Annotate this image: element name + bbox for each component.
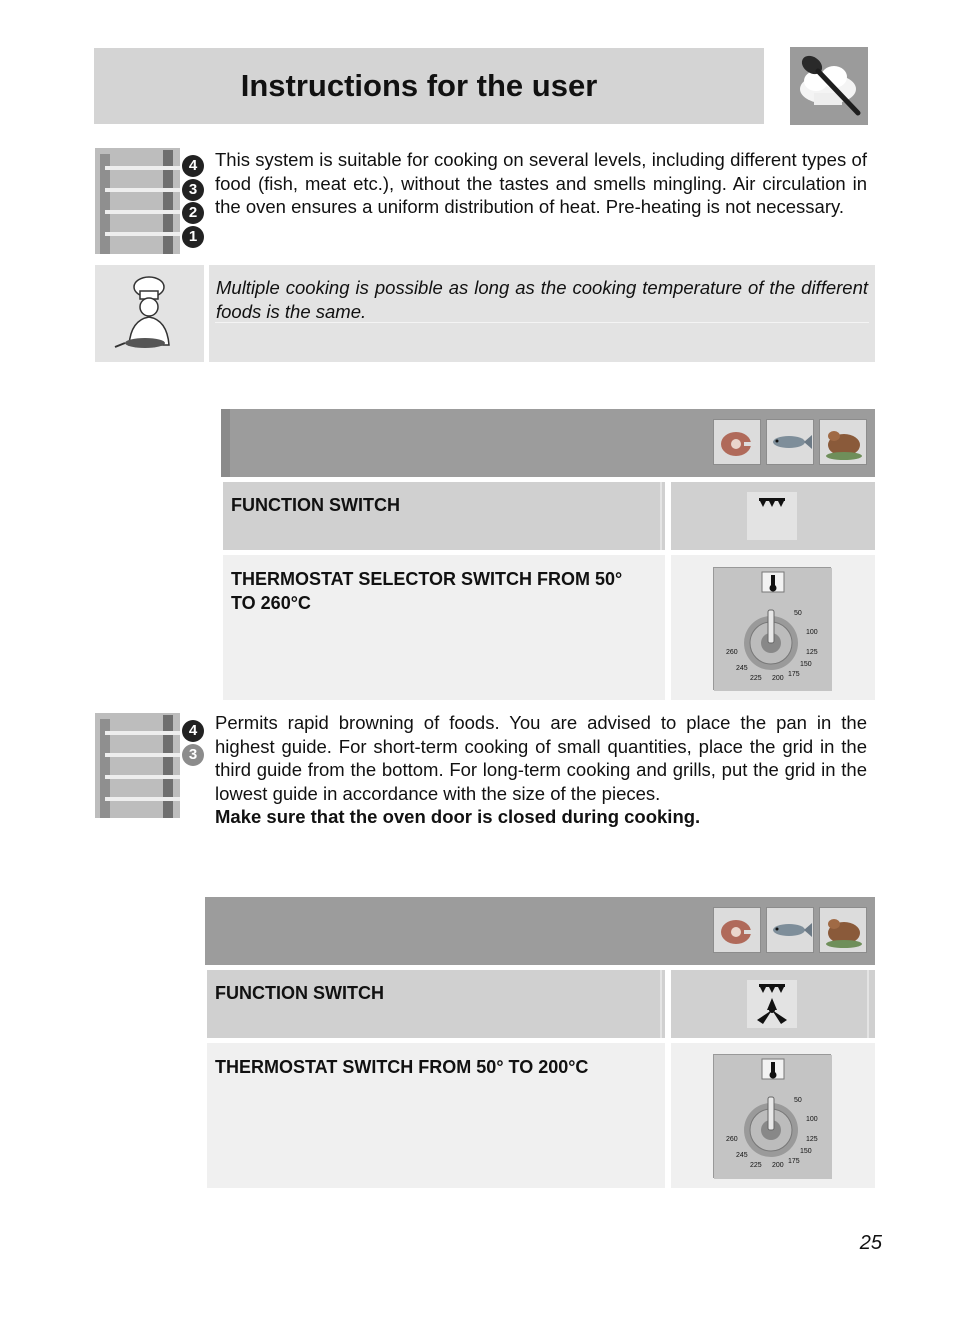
rack-level-labels [182,155,206,248]
thermostat-dial-cell [671,1043,875,1188]
thermostat-dial-cell [671,555,875,700]
dial-mark: 125 [806,649,818,656]
rack-level-labels [182,720,206,766]
rack-level-badge: 4 [182,155,204,177]
note-divider [215,322,869,323]
dial-mark: 150 [800,1148,812,1155]
note-icon-cell [95,265,204,362]
thermostat-dial[interactable] [713,1054,831,1178]
header-bar [94,48,764,124]
function-switch-label: FUNCTION SWITCH [215,983,384,1003]
dial-mark: 100 [806,1116,818,1123]
meat-icon [713,419,761,465]
dial-mark: 150 [800,661,812,668]
function-switch-symbol-cell [671,482,875,550]
dial-mark: 125 [806,1136,818,1143]
thermostat-dial[interactable] [713,567,831,690]
dial-mark: 225 [750,1162,762,1169]
rack-level-badge: 3 [182,744,204,766]
note-text-cell [209,265,875,362]
poultry-icon [819,419,867,465]
dial-mark: 225 [750,675,762,682]
grill-text: Permits rapid browning of foods. You are advised to place the pan in the highest guide. For short-term cooking of small quantities, place the grid in the third guide from the bottom. For long-term cooking and grills, put the grid in the lowest guide in accordance with the size of the pieces. [215,712,867,804]
dial-mark: 50 [794,1097,802,1104]
thermostat-label-cell [223,555,665,700]
oven-rack-illustration [95,148,180,254]
rack-level-badge: 3 [182,179,204,201]
rack-level-badge: 1 [182,226,204,248]
fish-icon [766,419,814,465]
fan-grill-symbol-icon [747,980,797,1028]
chef-icon [95,265,204,362]
oven-rack-illustration [95,713,180,818]
page-number: 25 [859,1232,882,1254]
rack-level-badge: 2 [182,202,204,224]
note-text: Multiple cooking is possible as long as the cooking temperature of the different foods is the same. [216,277,868,322]
thermostat-label-cell [207,1043,665,1188]
function-switch-label-cell [223,482,665,550]
intro-paragraph: This system is suitable for cooking on several levels, including different types of food (fish, meat etc.), without the tastes and smells mingling. Air circulation in the oven ensures a uniform distribution of heat. Pre-heating is not necessary. [215,149,867,217]
function-switch-label: FUNCTION SWITCH [231,495,400,515]
dial-mark: 100 [806,629,818,636]
function-switch-label-cell [207,970,665,1038]
function-switch-symbol-cell [671,970,875,1038]
thermostat-label: THERMOSTAT SWITCH FROM 50° TO 200°C [215,1057,589,1077]
fish-icon [766,907,814,953]
dial-mark: 175 [788,671,800,678]
thermostat-label: THERMOSTAT SELECTOR SWITCH FROM 50° TO 260°C [231,569,623,613]
dial-mark: 260 [726,1136,738,1143]
dial-mark: 245 [736,665,748,672]
dial-mark: 260 [726,649,738,656]
grill-paragraph [215,711,867,829]
grill-warning: Make sure that the oven door is closed during cooking. [215,806,701,827]
poultry-icon [819,907,867,953]
rack-level-badge: 4 [182,720,204,742]
meat-icon [713,907,761,953]
spoon-and-chef-hat-icon [790,47,868,125]
dial-mark: 200 [772,675,784,682]
page-title: Instructions for the user [240,68,598,103]
grill-symbol-icon [747,492,797,540]
dial-mark: 50 [794,610,802,617]
dial-mark: 200 [772,1162,784,1169]
dial-mark: 245 [736,1152,748,1159]
dial-mark: 175 [788,1158,800,1165]
